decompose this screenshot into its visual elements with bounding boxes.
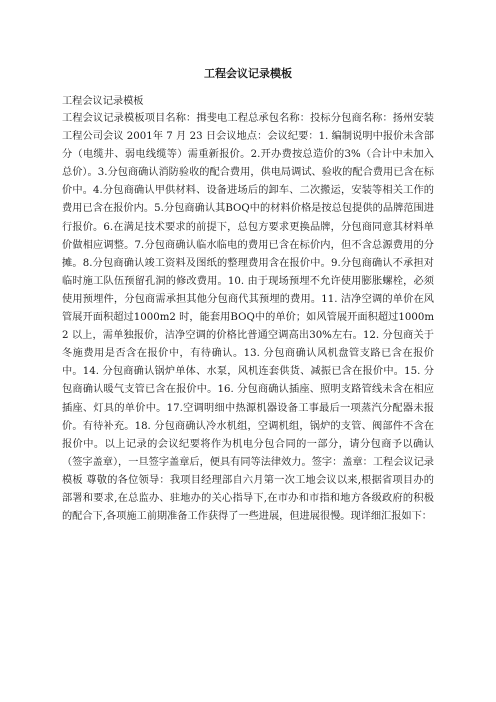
document-subtitle: 工程会议记录模板 xyxy=(62,96,144,107)
document-title: 工程会议记录模板 xyxy=(204,67,292,80)
document-body: 工程会议记录模板项目名称：揖斐电工程总承包名称：投标分包商名称：扬州安装工程公司会议 2001年 7 月 23 日会议地点：会议纪要：1. 编制说明中报价未含部分（电缆井、弱电线缆等）需重新报价。2.开办费按总造价的3%（合计中未加入总价）。3.分包商确认消防验收的配合费用，供电局调试、验收的配合费用已含在标价中。4.分包商确认甲供材料、设备进场后的卸车、二次搬运，安装等相关工作的费用已含在报价内。5.分包商确认其BOQ中的材料价格是按总包提供的品牌范围进行报价。6.在满足技术要求的前提下，总包方要求更换品牌，分包商同意其材料单价做相应调整。7.分包商确认临水临电的费用已含在标价内，但不含总源费用的分摊。8.分包商确认竣工资料及图纸的整理费用含在报价中。9.分包商确认不承担对临时施工队伍预留孔洞的修改费用。10. 由于现场预埋不允许使用膨胀螺栓，必须使用预埋件，分包商需承担其他分包商代其预埋的费用。11. 洁净空调的单价在风管展开面积超过1000m2 时，能套用BOQ中的单价；如风管展开面积超过1000m2 以上，需单独报价，洁净空调的价格比普通空调高出30%左右。12. 分包商关于冬施费用是否含在报价中，有待确认。13. 分包商确认风机盘管支路已含在报价中。14. 分包商确认锅炉单体、水泵，风机连套供货、减振已含在报价中。15. 分包商确认暖气支管已含在报价中。16. 分包商确认插座、照明支路管线未含在相应插座、灯具的单价中。17.空调明细中热源机器设备工事最后一项蒸汽分配器未报价。有待补充。18. 分包商确认冷水机组，空调机组，锅炉的支管、阀部件不含在报价中。以上记录的会议纪要将作为机电分包合同的一部分，请分包商予以确认（签字盖章），一旦签字盖章后，便具有同等法律效力。签字：盖章：工程会议记录模板 尊敬的各位领导：我项目经理部自六月第一次工地会议以来,根据省项目办的部署和要求,在总监办、驻地办的关心指导下,在市办和市指和地方各级政府的积极的配合下,各项施工前期准备工作获得了一些进展，但进展很慢。现详细汇报如下： xyxy=(62,113,434,523)
